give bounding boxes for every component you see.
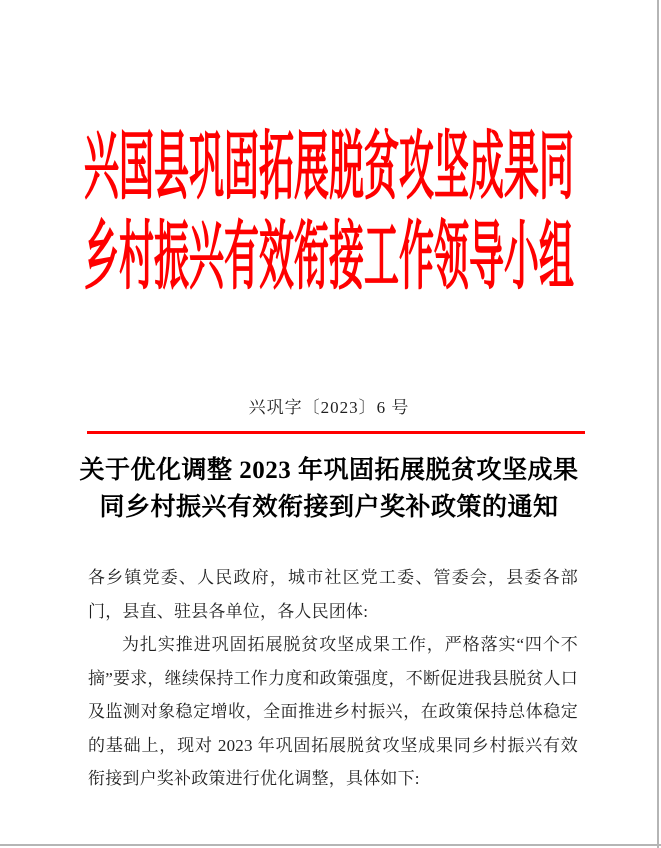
red-divider-line [87,431,585,434]
letterhead-line2: 乡村振兴有效衔接工作领导小组 [83,215,574,300]
document-number: 兴巩字〔2023〕6 号 [248,398,410,417]
document-title-line1: 关于优化调整 2023 年巩固拓展脱贫攻坚成果 [79,457,579,484]
document-title [0,452,658,526]
letterhead-line1: 兴国县巩固拓展脱贫攻坚成果同 [83,125,574,209]
letterhead-title [0,123,658,304]
document-title-line2: 同乡村振兴有效衔接到户奖补政策的通知 [99,494,559,521]
body-paragraph: 为扎实推进巩固拓展脱贫攻坚成果工作，严格落实“四个不摘”要求，继续保持工作力度和政策强度，不断促进我县脱贫人口及监测对象稳定增收，全面推进乡村振兴，在政策保持总体稳定的基础上，现对 2023 年巩固拓展脱贫攻坚成果同乡村振兴有效衔接到户奖补政策进行优化调整，具体如下: [88,635,578,788]
scan-edge-right [657,0,659,848]
salutation: 各乡镇党委、人民政府，城市社区党工委、管委会，县委各部门，县直、驻县各单位，各人民团体: [88,568,578,621]
scan-edge-bottom [0,844,661,846]
document-body [88,561,578,796]
